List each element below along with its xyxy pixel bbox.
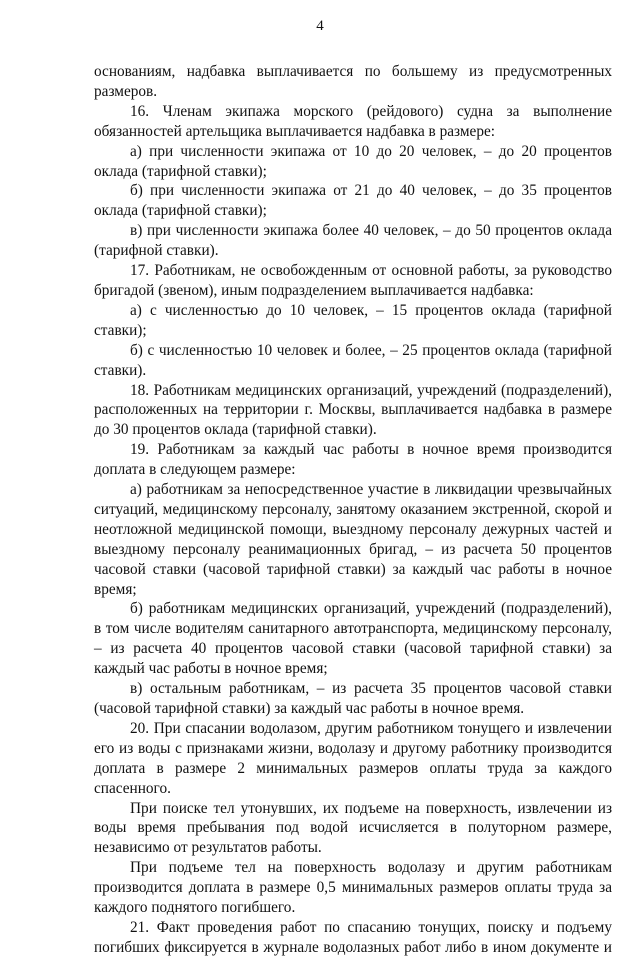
paragraph: б) работникам медицинских организаций, учреждений (подразделений), в том числе водителям санитарного автотранспорта, медицинскому персоналу, – из расчета 40 процентов часовой ставки (часовой тарифной ставки) за каждый час работы в ночное время; <box>94 600 612 678</box>
page-number: 4 <box>316 18 324 34</box>
paragraph: При поиске тел утонувших, их подъеме на поверхность, извлечении из воды время пребывания под водой исчисляется в полуторном размере, независимо от результатов работы. <box>94 799 612 857</box>
paragraph: При подъеме тел на поверхность водолазу и другим работникам производится доплата в размере 0,5 минимальных размеров оплаты труда за каждого поднятого погибшего. <box>94 859 612 917</box>
paragraph: в) остальным работникам, – из расчета 35 процентов часовой ставки (часовой тарифной ставки) за каждый час работы в ночное время. <box>94 680 612 717</box>
paragraph: 21. Факт проведения работ по спасанию тонущих, поиску и подъему погибших фиксируется в журнале водолазных работ либо в ином документе и <box>94 918 612 956</box>
paragraph: а) при численности экипажа от 10 до 20 человек, – до 20 процентов оклада (тарифной ставки); <box>94 142 612 180</box>
paragraph: б) при численности экипажа от 21 до 40 человек, – до 35 процентов оклада (тарифной ставки); <box>94 182 612 220</box>
paragraph: а) с численностью до 10 человек, – 15 процентов оклада (тарифной ставки); <box>94 301 612 339</box>
paragraph: в) при численности экипажа более 40 человек, – до 50 процентов оклада (тарифной ставки). <box>94 222 612 260</box>
paragraph: 19. Работникам за каждый час работы в ночное время производится доплата в следующем размере: <box>94 441 612 479</box>
paragraph: 18. Работникам медицинских организаций, учреждений (подразделений), расположенных на территории г. Москвы, выплачивается надбавка в размере до 30 процентов оклада (тарифной ставки). <box>94 381 612 439</box>
document-body <box>94 62 612 958</box>
paragraph: основаниям, надбавка выплачивается по большему из предусмотренных размеров. <box>94 63 612 100</box>
paragraph: 16. Членам экипажа морского (рейдового) судна за выполнение обязанностей артельщика выплачивается надбавка в размере: <box>94 102 612 140</box>
paragraph: б) с численностью 10 человек и более, – 25 процентов оклада (тарифной ставки). <box>94 341 612 379</box>
paragraph: а) работникам за непосредственное участие в ликвидации чрезвычайных ситуаций, медицинскому персоналу, занятому оказанием экстренной, скорой и неотложной медицинской помощи, выездному персоналу дежурных частей и выездному персоналу реанимационных бригад, – из расчета 50 процентов часовой ставки (часовой тарифной ставки) за каждый час работы в ночное время; <box>94 481 612 598</box>
paragraph: 20. При спасании водолазом, другим работником тонущего и извлечении его из воды с признаками жизни, водолазу и другому работнику производится доплата в размере 2 минимальных размеров оплаты труда за каждого спасенного. <box>94 719 612 797</box>
paragraph: 17. Работникам, не освобожденным от основной работы, за руководство бригадой (звеном), иным подразделением выплачивается надбавка: <box>94 262 612 299</box>
